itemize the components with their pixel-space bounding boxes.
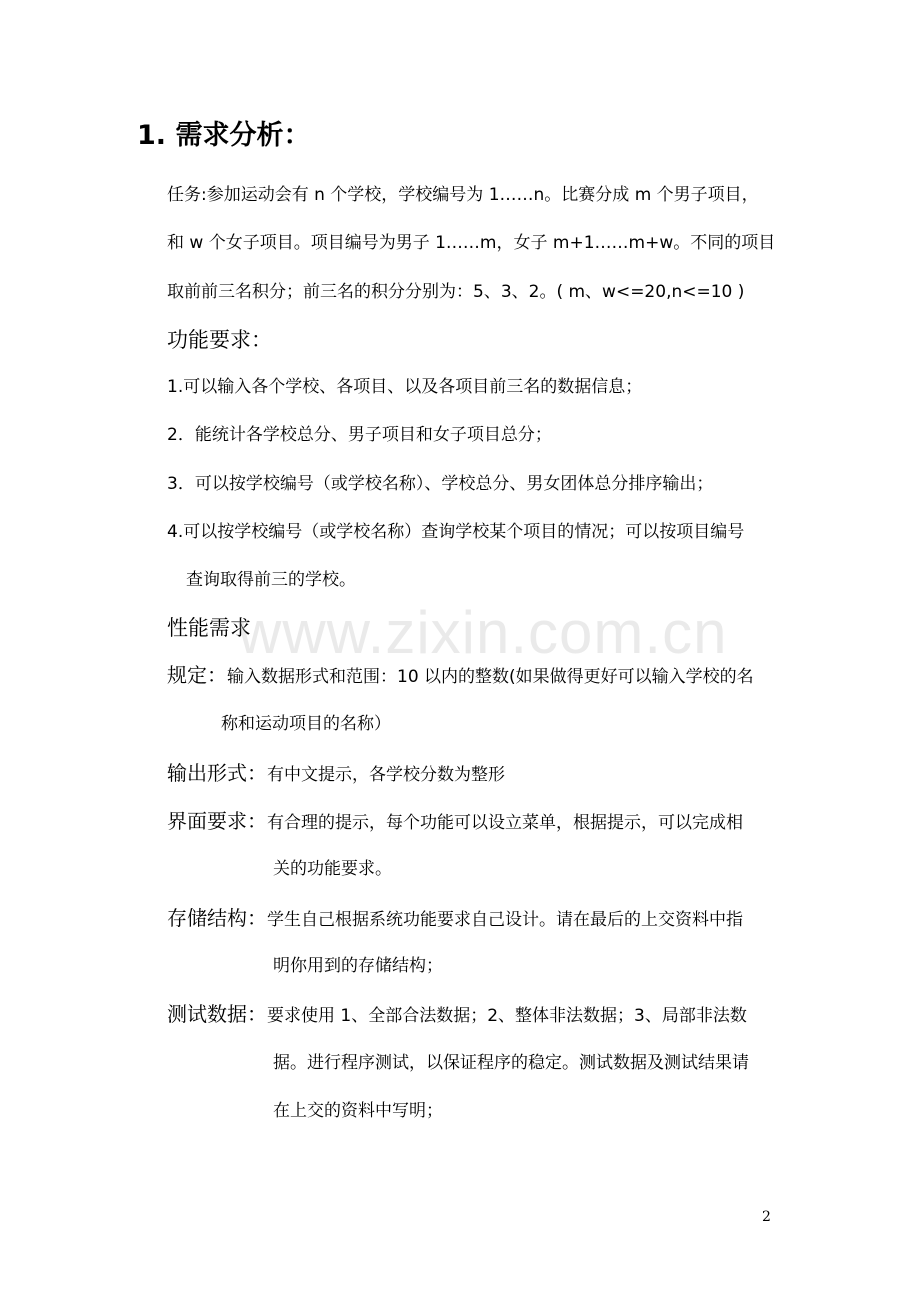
- rules-row: [167, 663, 754, 689]
- test-data-text: 要求使用 1、全部合法数据；2、整体非法数据；3、局部非法数: [267, 1006, 747, 1026]
- watermark: www.zixin.com.cn: [238, 599, 728, 666]
- task-line-3: 取前前三名积分；前三名的积分分别为：5、3、2。( m、w<=20,n<=10 ): [167, 282, 745, 302]
- rules-text-continuation: 称和运动项目的名称）: [221, 714, 391, 734]
- storage-label: 存储结构：: [167, 906, 267, 930]
- performance-heading: 性能需求: [167, 616, 251, 640]
- test-data-continuation: 在上交的资料中写明；: [273, 1101, 443, 1121]
- ui-requirements-text: 有合理的提示，每个功能可以设立菜单，根据提示，可以完成相: [267, 813, 743, 833]
- rules-label: 规定：: [167, 663, 227, 687]
- output-form-label: 输出形式：: [167, 761, 267, 785]
- section-title: 1. 需求分析：: [137, 120, 311, 151]
- storage-row: [167, 906, 743, 932]
- page-number: 2: [762, 1209, 771, 1225]
- functional-item: 2．能统计各学校总分、男子项目和女子项目总分；: [167, 425, 552, 445]
- storage-continuation: 明你用到的存储结构；: [273, 956, 443, 976]
- functional-item-continuation: 查询取得前三的学校。: [186, 570, 356, 590]
- output-form-row: [167, 761, 505, 787]
- ui-requirements-row: [167, 809, 743, 835]
- functional-item: 3．可以按学校编号（或学校名称）、学校总分、男女团体总分排序输出；: [167, 474, 714, 494]
- storage-text: 学生自己根据系统功能要求自己设计。请在最后的上交资料中指: [267, 910, 743, 930]
- ui-requirements-label: 界面要求：: [167, 809, 267, 833]
- task-line-2: 和 w 个女子项目。项目编号为男子 1……m，女子 m+1……m+w。不同的项目: [167, 233, 776, 253]
- ui-requirements-continuation: 关的功能要求。: [273, 859, 392, 879]
- test-data-row: [167, 1002, 747, 1028]
- task-line-1: 任务:参加运动会有 n 个学校，学校编号为 1……n。比赛分成 m 个男子项目，: [167, 185, 759, 205]
- functional-item: 1.可以输入各个学校、各项目、以及各项目前三名的数据信息；: [167, 377, 643, 397]
- functional-heading: 功能要求：: [167, 328, 272, 352]
- test-data-label: 测试数据：: [167, 1002, 267, 1026]
- functional-item: 4.可以按学校编号（或学校名称）查询学校某个项目的情况；可以按项目编号: [167, 522, 745, 542]
- test-data-continuation: 据。进行程序测试，以保证程序的稳定。测试数据及测试结果请: [273, 1053, 749, 1073]
- output-form-text: 有中文提示，各学校分数为整形: [267, 765, 505, 785]
- rules-text: 输入数据形式和范围：10 以内的整数(如果做得更好可以输入学校的名: [227, 667, 754, 687]
